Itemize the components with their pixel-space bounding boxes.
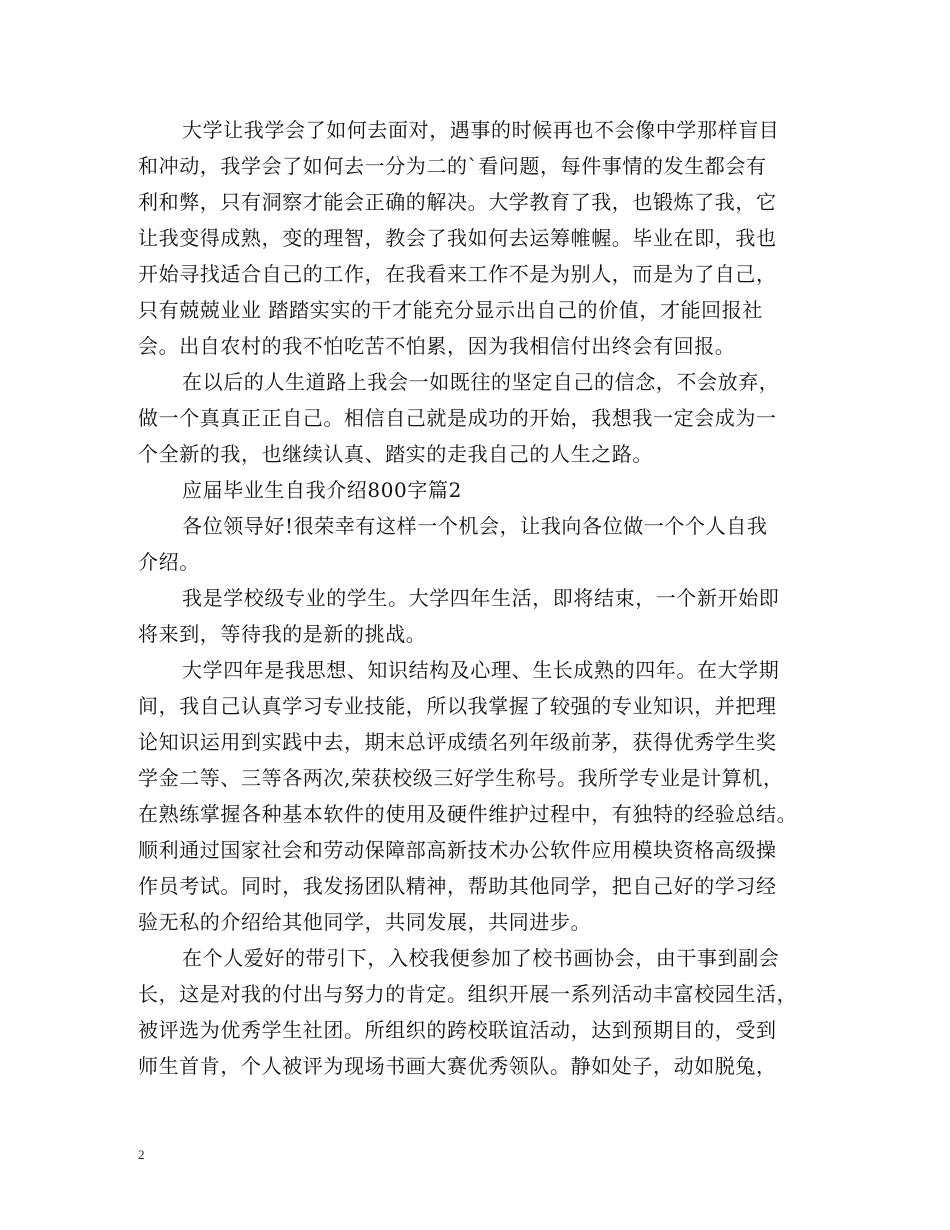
paragraph-line: 介绍。 [138,550,200,574]
paragraph-line: 验无私的介绍给其他同学，共同发展，共同进步。 [138,910,592,934]
paragraph-line: 在以后的人生道路上我会一如既往的坚定自己的信念，不会放弃， [182,370,780,394]
paragraph-line: 我是学校级专业的学生。大学四年生活，即将结束，一个新开始即 [182,586,780,610]
paragraph-line: 各位领导好!很荣幸有这样一个机会，让我向各位做一个个人自我 [182,514,768,538]
paragraph-line: 只有兢兢业业 踏踏实实的干才能充分显示出自己的价值，才能回报社 [138,298,763,322]
paragraph-line: 学金二等、三等各两次,荣获校级三好学生称号。我所学专业是计算机， [138,766,784,790]
paragraph-line: 大学四年是我思想、知识结构及心理、生长成熟的四年。在大学期 [182,658,780,682]
paragraph-line: 个全新的我，也继续认真、踏实的走我自己的人生之路。 [138,442,653,466]
paragraph-line: 在个人爱好的带引下，入校我便参加了校书画协会，由干事到副会 [182,946,780,970]
paragraph-line: 利和弊，只有洞察才能会正确的解决。大学教育了我，也锻炼了我，它 [138,190,777,214]
page-number: 2 [138,1147,145,1162]
paragraph-line: 将来到，等待我的是新的挑战。 [138,622,427,646]
paragraph-line: 顺利通过国家社会和劳动保障部高新技术办公软件应用模块资格高级操 [138,838,777,862]
paragraph-line: 作员考试。同时，我发扬团队精神，帮助其他同学，把自己好的学习经 [138,874,777,898]
paragraph-line: 在熟练掌握各种基本软件的使用及硬件维护过程中，有独特的经验总结。 [138,802,798,826]
paragraph-line: 间，我自己认真学习专业技能，所以我掌握了较强的专业知识，并把理 [138,694,777,718]
paragraph-line: 做一个真真正正自己。相信自己就是成功的开始，我想我一定会成为一 [138,406,777,430]
paragraph-line: 和冲动，我学会了如何去一分为二的`看问题，每件事情的发生都会有 [138,154,767,178]
section-heading: 应届毕业生自我介绍800字篇2 [182,478,462,502]
paragraph-line: 会。出自农村的我不怕吃苦不怕累，因为我相信付出终会有回报。 [138,334,736,358]
paragraph-line: 让我变得成熟，变的理智，教会了我如何去运筹帷幄。毕业在即，我也 [138,226,777,250]
paragraph-line: 论知识运用到实践中去，期末总评成绩名列年级前茅，获得优秀学生奖 [138,730,777,754]
paragraph-line: 大学让我学会了如何去面对，遇事的时候再也不会像中学那样盲目 [182,118,780,142]
paragraph-line: 长，这是对我的付出与努力的肯定。组织开展一系列活动丰富校园生活， [138,982,798,1006]
paragraph-line: 开始寻找适合自己的工作，在我看来工作不是为别人，而是为了自己， [138,262,777,286]
paragraph-line: 师生首肯，个人被评为现场书画大赛优秀领队。静如处子，动如脱兔， [138,1054,777,1078]
paragraph-line: 被评选为优秀学生社团。所组织的跨校联谊活动，达到预期目的，受到 [138,1018,777,1042]
document-body [138,112,828,1084]
